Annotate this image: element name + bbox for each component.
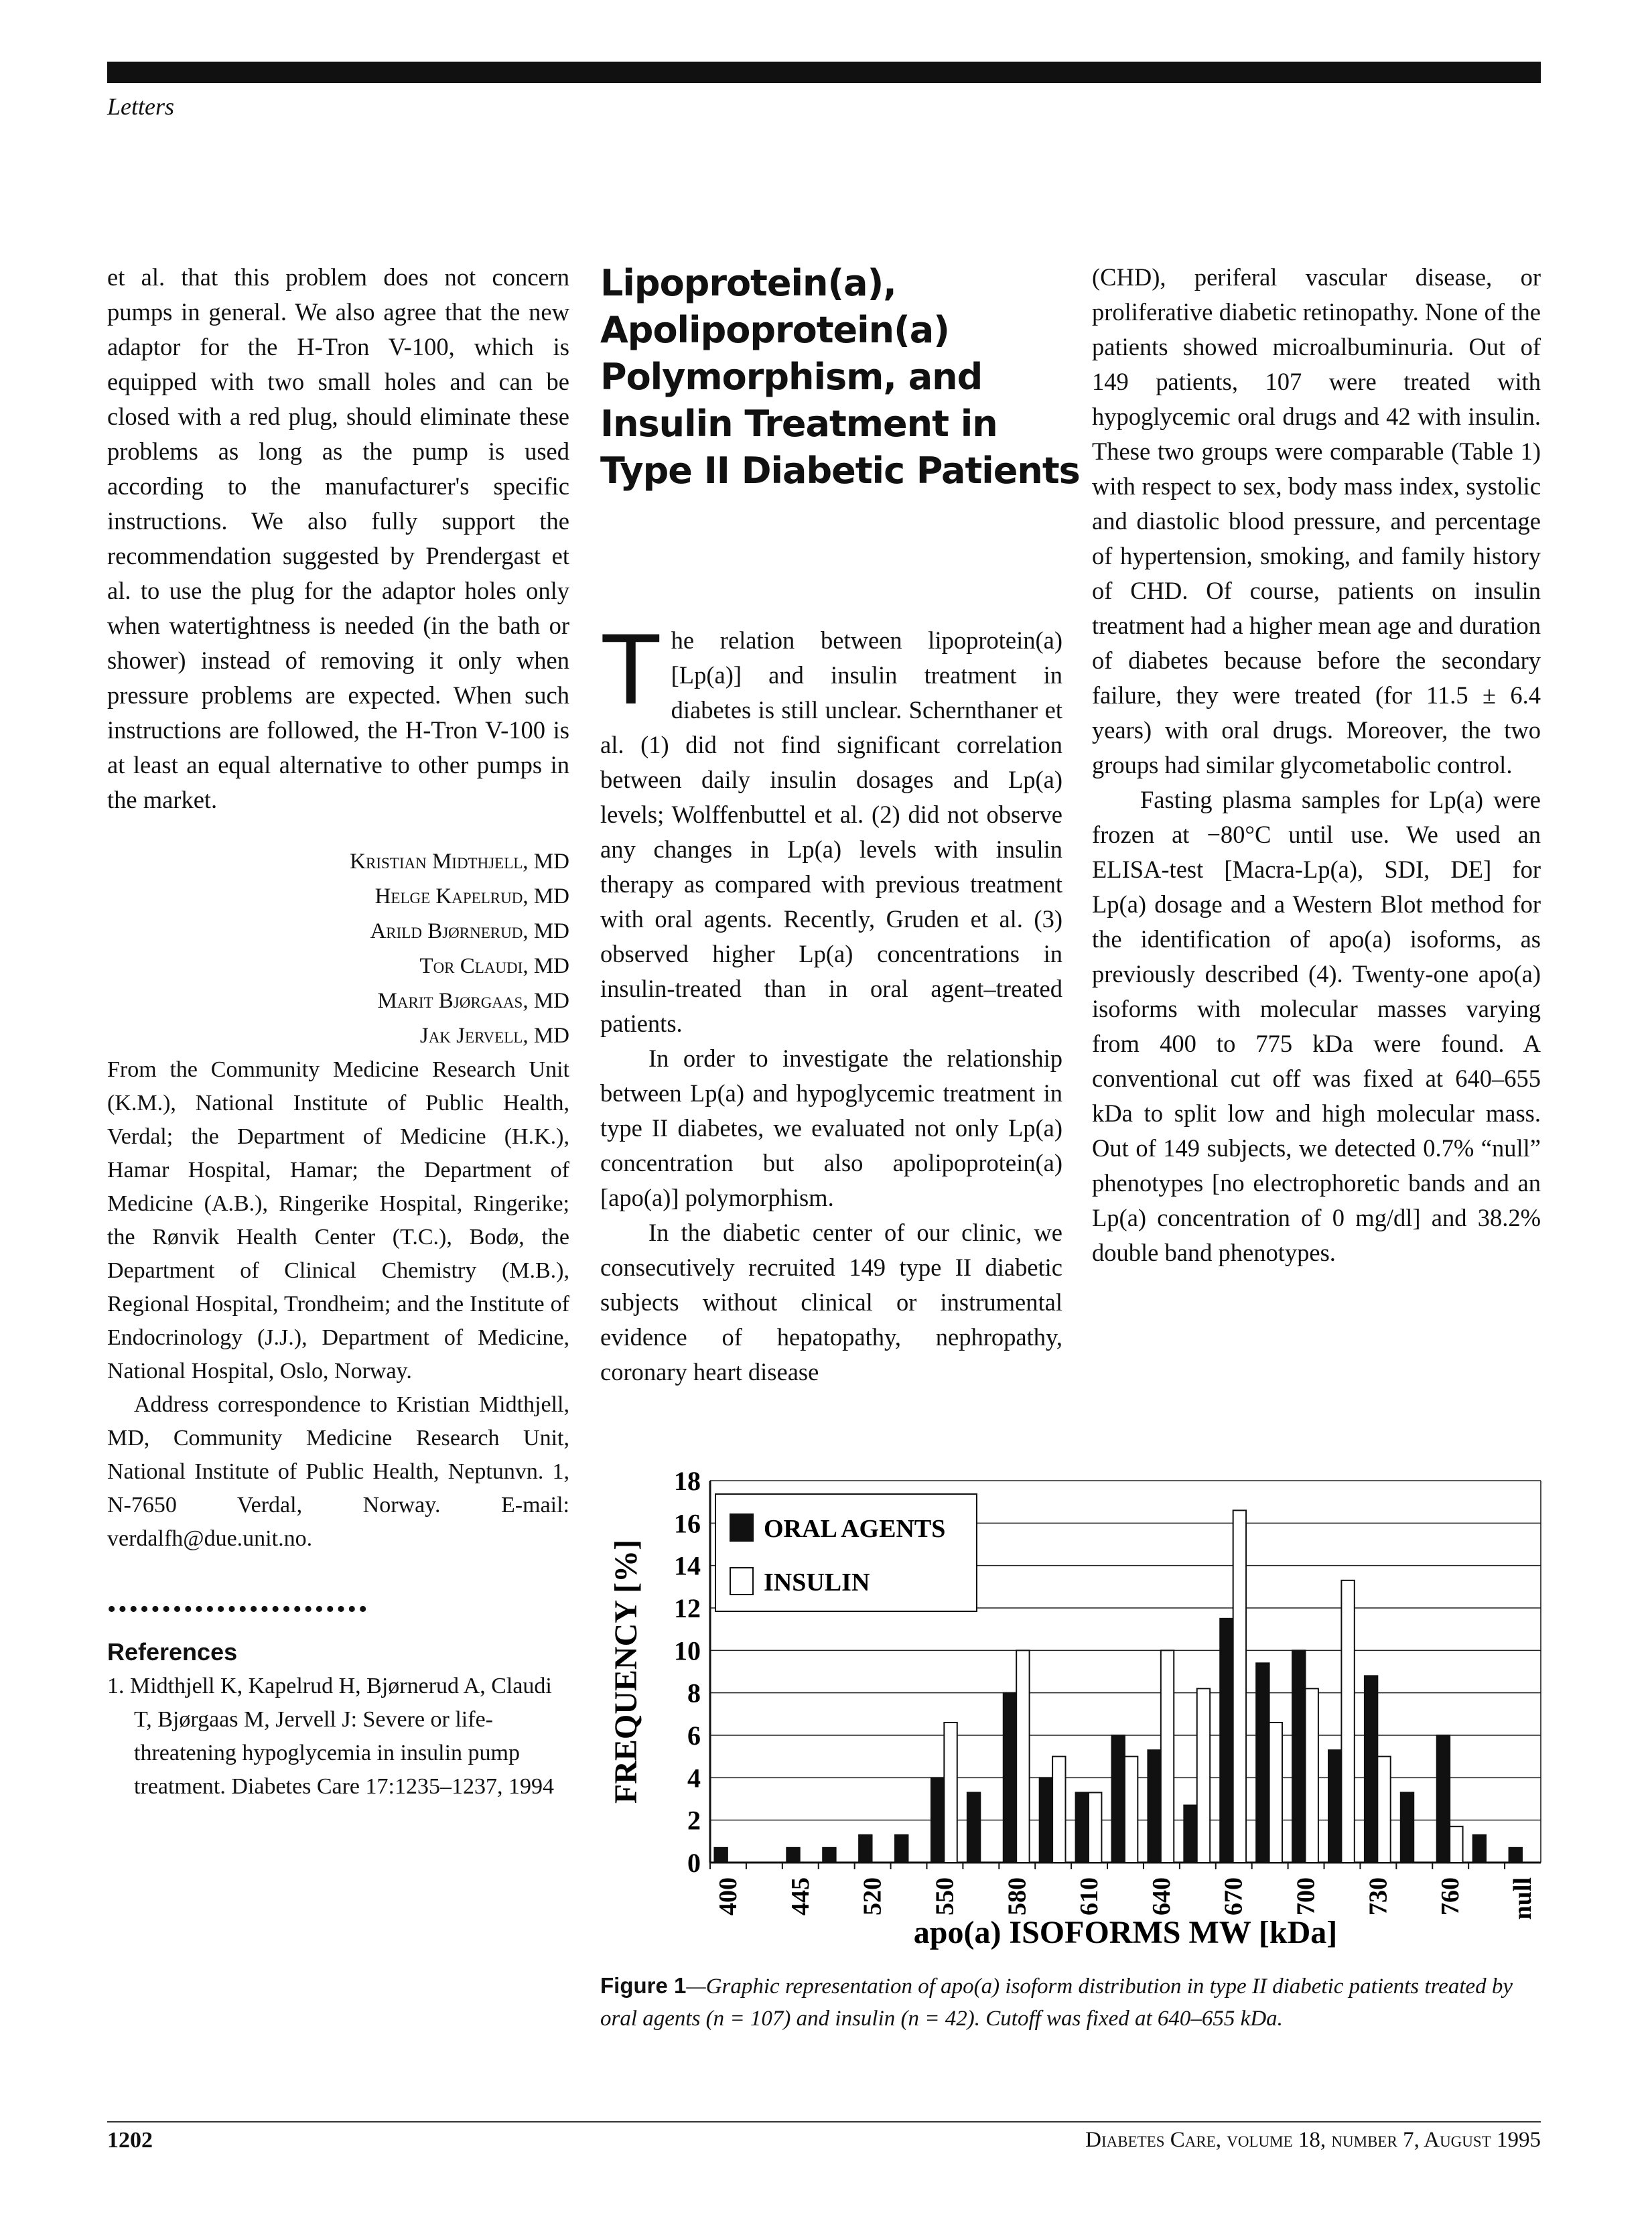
bar-oral-agents	[859, 1835, 872, 1863]
bar-insulin	[1305, 1688, 1318, 1863]
y-tick-label: 0	[687, 1848, 701, 1878]
drop-cap: T	[600, 612, 662, 725]
bar-oral-agents	[1040, 1777, 1052, 1863]
bar-oral-agents	[1256, 1663, 1269, 1863]
legend-label: INSULIN	[764, 1568, 870, 1597]
correspondence-address: Address correspondence to Kristian Midthjell, MD, Community Medicine Research Unit, National Institute of Public Health, Neptunvn. 1, N-7650 Verdal, Norway. E-mail: verdalfh@due.unit.no.	[107, 1392, 569, 1551]
author: Helge Kapelrud, MD	[374, 884, 569, 908]
section-label: Letters	[107, 93, 175, 120]
bar-oral-agents	[1473, 1835, 1486, 1863]
bar-oral-agents	[1148, 1750, 1160, 1863]
paragraph-2: In order to investigate the relationship between Lp(a) and hypoglycemic treatment in type II diabetes, we evaluated not only Lp(a) concentration but also apolipoprotein(a) [apo(a)] polymorphism.	[600, 1045, 1062, 1211]
references-heading: References	[107, 1638, 238, 1666]
bar-oral-agents	[1401, 1793, 1414, 1863]
author: Arild Bjørnerud, MD	[370, 919, 569, 943]
bar-insulin	[1450, 1826, 1462, 1863]
bar-oral-agents	[1076, 1793, 1089, 1863]
bar-insulin	[1197, 1688, 1210, 1863]
y-tick-label: 8	[687, 1678, 701, 1708]
paragraph-4: (CHD), periferal vascular disease, or proliferative diabetic retinopathy. None of the patients showed microalbuminuria. Out of 149 patients, 107 were treated with hypoglycemic oral drugs and 42 with insulin. These two groups were comparable (Table 1) with respect to sex, body mass index, systolic and diastolic blood pressure, and percentage of hypertension, smoking, and family history of CHD. Of course, patients on insulin treatment had a higher mean age and duration of diabetes because before the secondary failure, they were treated (for 11.5 ± 6.4 years) with oral drugs. Moreover, the two groups had similar glycometabolic control.	[1092, 263, 1541, 779]
y-tick-label: 2	[687, 1805, 701, 1836]
footer-rule	[107, 2121, 1541, 2123]
bar-insulin	[1052, 1757, 1065, 1863]
paragraph-3: In the diabetic center of our clinic, we consecutively recruited 149 type II diabetic subjects without clinical or instrumental evidence of hepatopathy, nephropathy, coronary heart disease	[600, 1219, 1062, 1386]
bar-oral-agents	[1292, 1650, 1305, 1863]
section-divider: ••••••••••••••••••••••••	[107, 1596, 370, 1623]
bar-oral-agents	[1184, 1806, 1196, 1863]
author: Tor Claudi, MD	[419, 954, 569, 978]
y-tick-label: 14	[674, 1550, 701, 1581]
bar-oral-agents	[1437, 1735, 1450, 1863]
page-number: 1202	[107, 2128, 153, 2153]
x-tick-label: 445	[786, 1877, 815, 1915]
x-axis-title: apo(a) ISOFORMS MW [kDa]	[913, 1915, 1338, 1950]
affiliation: From the Community Medicine Research Unit (K.M.), National Institute of Public Health, Verdal; the Department of Medicine (H.K.), Hamar Hospital, Hamar; the Department of Medicine (A.B.), Ringerike Hospital, Ringerike; the Rønvik Health Center (T.C.), Bodø, the Department of Clinical Chemistry (M.B.), Regional Hospital, Trondheim; and the Institute of Endocrinology (J.J.), Department of Medicine, National Hospital, Oslo, Norway.	[107, 1057, 569, 1384]
paragraph-5: Fasting plasma samples for Lp(a) were frozen at −80°C until use. We used an ELISA-test [Macra-Lp(a), SDI, DE] for Lp(a) dosage and a Western Blot method for the identification of apo(a) isoforms, as previously described (4). Twenty-one apo(a) isoforms with molecular masses varying from 400 to 775 kDa were found. A conventional cut off was fixed at 640–655 kDa to split low and high molecular mass. Out of 149 subjects, we detected 0.7% “null” phenotypes [no electrophoretic bands and an Lp(a) concentration of 0 mg/dl] and 38.2% double band phenotypes.	[1092, 786, 1541, 1266]
legend-swatch	[730, 1514, 753, 1541]
paragraph-1-text: he relation between lipoprotein(a) [Lp(a)] and insulin treatment in diabetes is still unclear. Schernthaner et al. (1) did not find significant correlation between daily insulin dosages and Lp(a) levels; Wolffenbuttel et al. (2) did not observe any changes in Lp(a) levels with insulin therapy as compared with previous treatment with oral agents. Recently, Gruden et al. (3) observed higher Lp(a) concentrations in insulin-treated than in oral agent–treated patients.	[600, 626, 1062, 1037]
legend-label: ORAL AGENTS	[764, 1515, 946, 1543]
y-axis-title: FREQUENCY [%]	[608, 1539, 644, 1804]
legend-swatch	[730, 1568, 753, 1595]
bar-insulin	[1233, 1510, 1246, 1863]
x-tick-label: 550	[931, 1877, 959, 1915]
y-tick-label: 10	[674, 1635, 701, 1666]
bar-oral-agents	[895, 1835, 908, 1863]
bar-insulin	[1377, 1757, 1390, 1863]
x-tick-label: 640	[1147, 1877, 1176, 1915]
reference-item: 1. Midthjell K, Kapelrud H, Bjørnerud A, Claudi T, Bjørgaas M, Jervell J: Severe or life-threatening hypoglycemia in insulin pump treatment. Diabetes Care 17:1235–1237, 1994	[107, 1674, 554, 1799]
x-tick-label: 580	[1003, 1877, 1032, 1915]
paragraph-1	[600, 612, 1062, 1041]
column-left	[107, 260, 569, 1804]
author: Marit Bjørgaas, MD	[377, 989, 569, 1013]
figure-caption-text: —Graphic representation of apo(a) isoform distribution in type II diabetic patients treated by oral agents (n = 107) and insulin (n = 42). Cutoff was fixed at 640–655 kDa.	[600, 1974, 1513, 2031]
isoform-bar-chart	[590, 1447, 1547, 1956]
x-tick-label: 670	[1219, 1877, 1248, 1915]
y-tick-label: 16	[674, 1508, 701, 1539]
author: Jak Jervell, MD	[419, 1024, 569, 1048]
bar-insulin	[1161, 1650, 1174, 1863]
journal-citation: Diabetes Care, volume 18, number 7, August 1995	[1085, 2128, 1541, 2152]
column-right	[1092, 260, 1541, 1270]
y-tick-label: 4	[687, 1763, 701, 1794]
figure-caption-label: Figure 1	[600, 1973, 687, 1998]
x-tick-label: 730	[1364, 1877, 1393, 1915]
x-tick-label: 400	[713, 1877, 742, 1915]
bar-oral-agents	[786, 1848, 799, 1863]
x-tick-label: 760	[1436, 1877, 1465, 1915]
bar-oral-agents	[1004, 1693, 1016, 1863]
y-tick-label: 18	[674, 1466, 701, 1496]
bar-oral-agents	[967, 1793, 980, 1863]
author-list	[107, 844, 569, 1053]
bar-oral-agents	[1112, 1735, 1125, 1863]
y-tick-label: 6	[687, 1721, 701, 1751]
bar-oral-agents	[1328, 1750, 1341, 1863]
bar-insulin	[1341, 1580, 1354, 1863]
bar-oral-agents	[931, 1777, 944, 1863]
bar-insulin	[944, 1723, 957, 1863]
article-title: Lipoprotein(a), Apolipoprotein(a) Polymorphism, and Insulin Treatment in Type II Diabetic Patients	[600, 262, 1080, 492]
bar-insulin	[1269, 1723, 1282, 1863]
bar-insulin	[1125, 1757, 1138, 1863]
bar-oral-agents	[1509, 1848, 1522, 1863]
x-tick-label: 610	[1075, 1877, 1104, 1915]
figure-1	[590, 1447, 1547, 1956]
x-tick-label: null	[1509, 1877, 1537, 1920]
author: Kristian Midthjell, MD	[350, 850, 569, 874]
x-tick-label: 700	[1292, 1877, 1320, 1915]
bar-oral-agents	[823, 1848, 835, 1863]
bar-insulin	[1016, 1650, 1029, 1863]
y-tick-label: 12	[674, 1593, 701, 1623]
bar-oral-agents	[1365, 1676, 1377, 1863]
bar-insulin	[1089, 1793, 1101, 1863]
x-tick-label: 520	[858, 1877, 887, 1915]
letter-text: et al. that this problem does not concern pumps in general. We also agree that the new adaptor for the H-Tron V-100, which is equipped with two small holes and can be closed with a red plug, should eliminate these problems as long as the pump is used according to the manufacturer's specific instructions. We also fully support the recommendation suggested by Prendergast et al. to use the plug for the adaptor holes only when watertightness is needed (in the bath or shower) instead of removing it only when pressure problems are expected. When such instructions are followed, the H-Tron V-100 is at least an equal alternative to other pumps in the market.	[107, 263, 569, 813]
bar-oral-agents	[1220, 1619, 1233, 1863]
figure-caption	[600, 1970, 1545, 2035]
header-rule	[107, 62, 1541, 83]
article-body-middle	[600, 612, 1062, 1390]
bar-oral-agents	[714, 1848, 727, 1863]
